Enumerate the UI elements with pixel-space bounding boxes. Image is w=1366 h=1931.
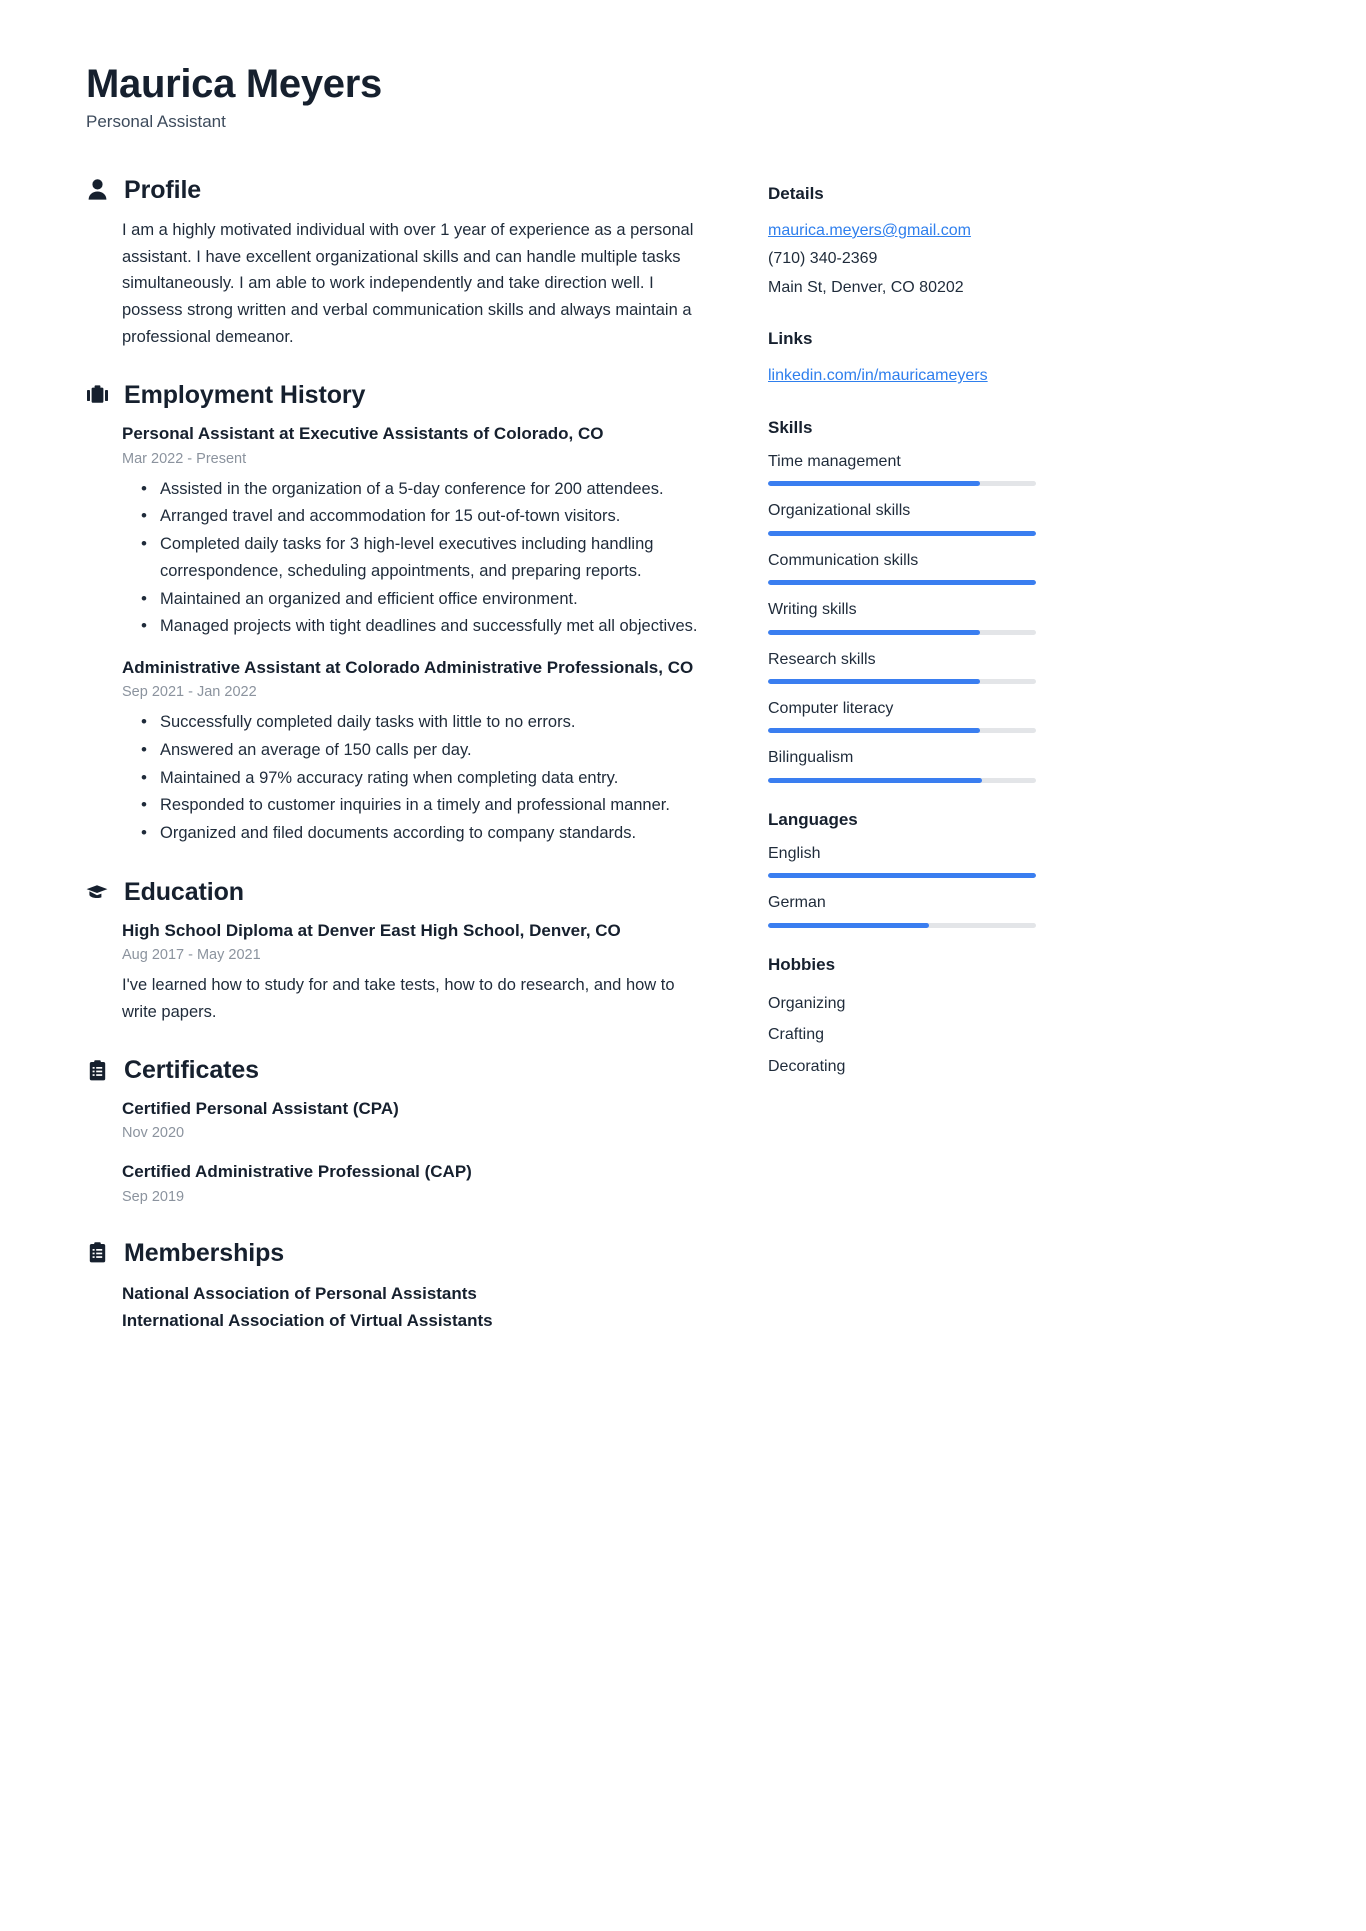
skill-item	[768, 698, 1036, 733]
sidebar-links	[768, 328, 1036, 391]
skill-label: Communication skills	[768, 551, 919, 569]
skill-item	[768, 599, 1036, 634]
list-item: • Managed projects with tight deadlines and successfully met all objectives.	[158, 613, 698, 640]
skill-bar-fill	[768, 531, 1036, 536]
skill-item	[768, 451, 1036, 486]
employment-entry-bullets	[122, 476, 698, 640]
skill-bar-fill	[768, 728, 980, 733]
skill-label: Computer literacy	[768, 700, 894, 717]
section-education-title: Education	[124, 877, 244, 906]
employment-entry-date: Sep 2021 - Jan 2022	[122, 684, 257, 701]
section-memberships	[86, 1238, 698, 1335]
employment-entry-bullets	[122, 709, 698, 847]
section-employment-header	[86, 380, 698, 410]
section-employment	[86, 380, 698, 846]
employment-entry-title: Administrative Assistant at Colorado Administrative Professionals, CO	[122, 657, 694, 677]
briefcase-icon	[86, 383, 108, 407]
skill-item	[768, 649, 1036, 684]
list-item: • Organized and filed documents according to company standards.	[158, 820, 698, 847]
graduation-cap-icon	[86, 880, 108, 904]
language-label: English	[768, 844, 821, 862]
section-memberships-header	[86, 1238, 698, 1268]
sidebar-languages-title: Languages	[768, 809, 858, 829]
employment-entries	[86, 422, 698, 846]
education-entry-date: Aug 2017 - May 2021	[122, 946, 261, 963]
skill-bar-track	[768, 679, 1036, 684]
section-education-header	[86, 877, 698, 907]
certificate-entry	[122, 1160, 698, 1207]
resume-columns	[86, 175, 1280, 1365]
section-certificates-header	[86, 1055, 698, 1085]
certificate-entry	[122, 1097, 698, 1144]
education-entries	[86, 919, 698, 1026]
skill-bar-track	[768, 531, 1036, 536]
certificate-entry-title: Certified Personal Assistant (CPA)	[122, 1099, 399, 1119]
list-item: • Responded to customer inquiries in a timely and professional manner.	[158, 792, 698, 819]
list-item: • Completed daily tasks for 3 high-level executives including handling correspondence, scheduling appointments, and preparing reports.	[158, 531, 698, 584]
skill-bar-fill	[768, 630, 980, 635]
list-item: • Answered an average of 150 calls per day.	[158, 737, 698, 764]
skill-bar-track	[768, 580, 1036, 585]
hobby-item: Organizing	[768, 994, 846, 1012]
skill-bar-fill	[768, 778, 982, 783]
skill-label: Bilingualism	[768, 749, 854, 767]
section-employment-title: Employment History	[124, 381, 366, 410]
skill-label: Time management	[768, 453, 901, 471]
section-education	[86, 877, 698, 1026]
language-bar-fill	[768, 923, 929, 928]
section-profile-header	[86, 175, 698, 205]
resume-header	[86, 62, 1280, 133]
hobby-item: Decorating	[768, 1058, 846, 1076]
list-item: • Successfully completed daily tasks with little to no errors.	[158, 709, 698, 736]
membership-entry-title: National Association of Personal Assistants	[122, 1283, 477, 1303]
list-item: • Assisted in the organization of a 5-day conference for 200 attendees.	[158, 476, 698, 503]
candidate-name: Maurica Meyers	[86, 62, 382, 106]
skill-bar-track	[768, 728, 1036, 733]
address: Main St, Denver, CO 80202	[768, 278, 964, 296]
language-bar-fill	[768, 873, 1036, 878]
certificate-entry-date: Sep 2019	[122, 1188, 185, 1205]
main-column	[86, 175, 698, 1365]
skill-bar-fill	[768, 481, 980, 486]
sidebar-skills-title: Skills	[768, 417, 813, 437]
language-item	[768, 892, 1036, 927]
clipboard-icon	[86, 1241, 108, 1265]
language-label: German	[768, 894, 826, 912]
sidebar-skills	[768, 417, 1036, 783]
section-profile	[86, 175, 698, 351]
employment-entry	[122, 422, 698, 639]
employment-entry	[122, 656, 698, 847]
skill-bar-track	[768, 630, 1036, 635]
person-icon	[86, 178, 108, 202]
language-bar-track	[768, 923, 1036, 928]
education-entry	[122, 919, 698, 1026]
section-certificates-title: Certificates	[124, 1056, 259, 1085]
sidebar-hobbies-title: Hobbies	[768, 954, 836, 974]
certificate-entry-date: Nov 2020	[122, 1125, 185, 1142]
phone-number: (710) 340-2369	[768, 250, 878, 268]
list-item: • Arranged travel and accommodation for 15 out-of-town visitors.	[158, 503, 698, 530]
skill-bar-track	[768, 778, 1036, 783]
skill-bar-fill	[768, 679, 980, 684]
linkedin-link[interactable]: linkedin.com/in/mauricameyers	[768, 367, 988, 385]
list-item: • Maintained an organized and efficient office environment.	[158, 586, 698, 613]
section-memberships-title: Memberships	[124, 1238, 285, 1267]
clipboard-icon	[86, 1058, 108, 1082]
skill-label: Writing skills	[768, 601, 857, 619]
certificate-entries	[86, 1097, 698, 1207]
sidebar-languages	[768, 809, 1036, 928]
candidate-job-title: Personal Assistant	[86, 111, 226, 131]
education-entry-description: I've learned how to study for and take tests, how to do research, and how to write papers.	[122, 975, 675, 1021]
sidebar-details-title: Details	[768, 183, 824, 203]
profile-text: I am a highly motivated individual with over 1 year of experience as a personal assistant. I have excellent organizational skills and can handle multiple tasks simultaneously. I am able to work independently and take direction well. I possess strong written and verbal communication skills and always maintain a professional demeanor.	[122, 220, 694, 346]
skill-item	[768, 747, 1036, 782]
email-link[interactable]: maurica.meyers@gmail.com	[768, 221, 971, 239]
hobby-item: Crafting	[768, 1026, 825, 1044]
language-bar-track	[768, 873, 1036, 878]
membership-entries	[86, 1280, 698, 1335]
sidebar-hobbies	[768, 954, 1036, 1083]
skill-bar-track	[768, 481, 1036, 486]
sidebar	[768, 175, 1036, 1109]
skill-label: Research skills	[768, 650, 876, 668]
skill-label: Organizational skills	[768, 502, 911, 520]
section-profile-title: Profile	[124, 175, 202, 204]
membership-entry-title: International Association of Virtual Assistants	[122, 1311, 493, 1331]
employment-entry-title: Personal Assistant at Executive Assistants of Colorado, CO	[122, 424, 604, 444]
section-certificates	[86, 1055, 698, 1207]
sidebar-details	[768, 183, 1036, 303]
education-entry-title: High School Diploma at Denver East High School, Denver, CO	[122, 920, 621, 940]
list-item: • Maintained a 97% accuracy rating when completing data entry.	[158, 765, 698, 792]
employment-entry-date: Mar 2022 - Present	[122, 450, 247, 467]
skill-bar-fill	[768, 580, 1036, 585]
certificate-entry-title: Certified Administrative Professional (CAP)	[122, 1162, 472, 1182]
skill-item	[768, 500, 1036, 535]
sidebar-links-title: Links	[768, 329, 813, 349]
language-item	[768, 843, 1036, 878]
skill-item	[768, 550, 1036, 585]
